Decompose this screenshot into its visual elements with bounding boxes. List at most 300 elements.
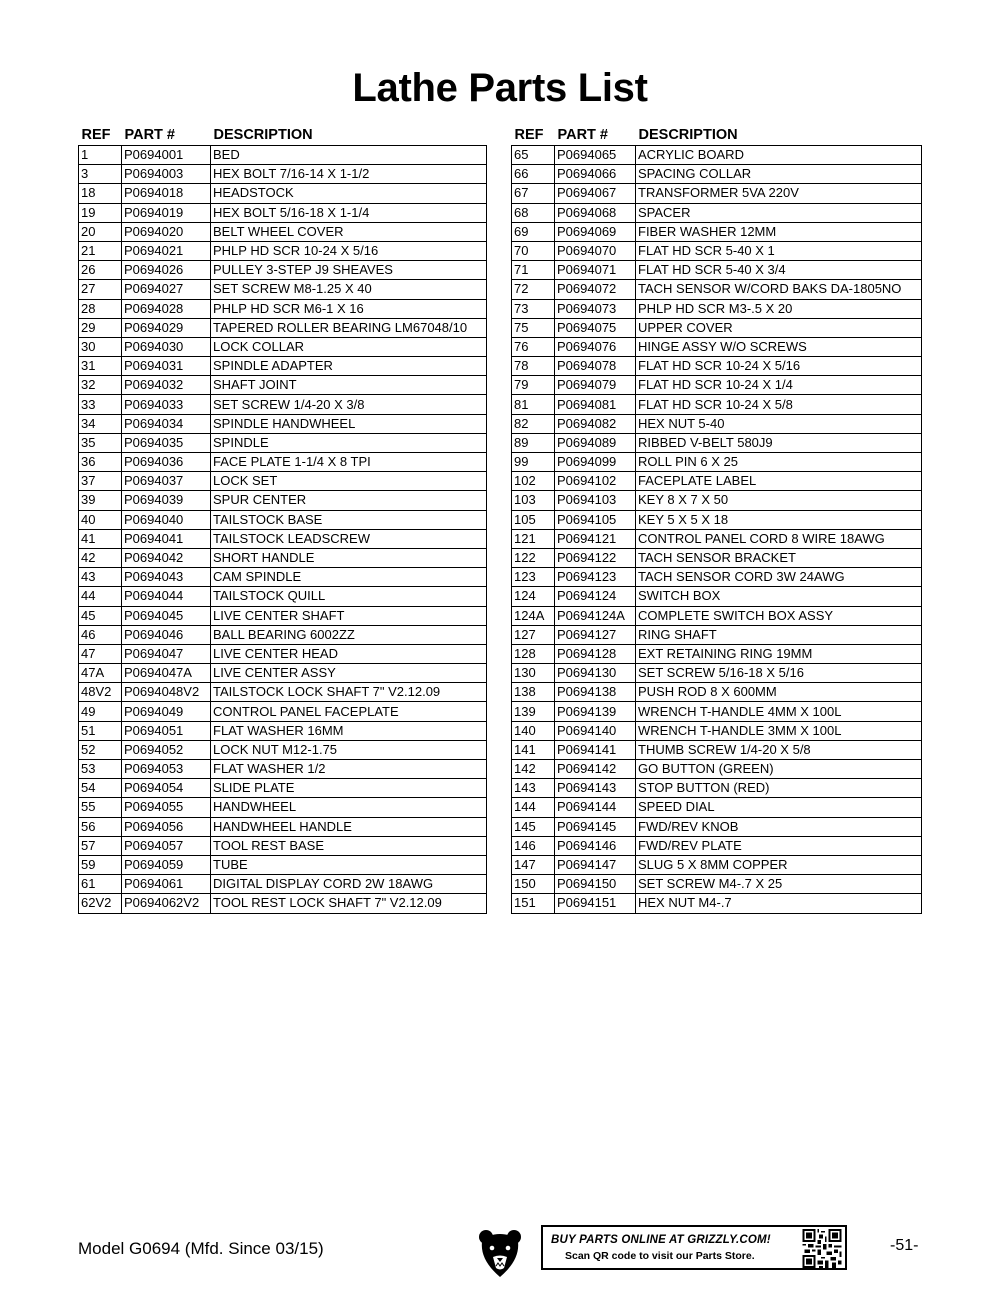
part-number-cell: P0694059 [122,855,211,874]
part-number-cell: P0694020 [122,222,211,241]
description-cell: TACH SENSOR CORD 3W 24AWG [636,568,922,587]
ref-cell: 68 [512,203,555,222]
description-cell: SHAFT JOINT [211,376,487,395]
part-number-cell: P0694026 [122,261,211,280]
description-cell: SET SCREW 1/4-20 X 3/8 [211,395,487,414]
part-number-cell: P0694076 [555,337,636,356]
ref-cell: 99 [512,453,555,472]
table-row [79,165,487,184]
description-cell: SET SCREW 5/16-18 X 5/16 [636,664,922,683]
table-row [512,760,922,779]
ref-cell: 1 [79,146,122,165]
ref-cell: 144 [512,798,555,817]
ref-cell: 139 [512,702,555,721]
part-number-cell: P0694021 [122,241,211,260]
ref-cell: 54 [79,779,122,798]
table-row [79,357,487,376]
part-header: PART # [124,126,175,143]
table-row [79,491,487,510]
description-cell: HEX NUT 5-40 [636,414,922,433]
description-cell: RIBBED V-BELT 580J9 [636,433,922,452]
table-row [79,836,487,855]
promo-headline: BUY PARTS ONLINE AT GRIZZLY.COM! [551,1234,771,1246]
part-number-cell: P0694138 [555,683,636,702]
table-row [79,740,487,759]
table-row [512,203,922,222]
table-row [79,798,487,817]
description-cell: FLAT HD SCR 5-40 X 1 [636,241,922,260]
table-row [512,625,922,644]
description-cell: TAILSTOCK LEADSCREW [211,529,487,548]
ref-cell: 48V2 [79,683,122,702]
table-row [79,433,487,452]
table-row [79,184,487,203]
ref-cell: 52 [79,740,122,759]
part-number-cell: P0694140 [555,721,636,740]
description-cell: TAPERED ROLLER BEARING LM67048/10 [211,318,487,337]
table-row [79,529,487,548]
table-row [79,587,487,606]
description-cell: SLIDE PLATE [211,779,487,798]
ref-cell: 62V2 [79,894,122,913]
table-row [512,721,922,740]
table-row [512,644,922,663]
ref-cell: 75 [512,318,555,337]
description-cell: PUSH ROD 8 X 600MM [636,683,922,702]
table-row [79,395,487,414]
description-header: DESCRIPTION [213,126,313,143]
table-row [512,261,922,280]
ref-cell: 45 [79,606,122,625]
table-row [79,817,487,836]
table-row [79,241,487,260]
part-number-cell: P0694030 [122,337,211,356]
description-cell: SHORT HANDLE [211,548,487,567]
ref-cell: 124A [512,606,555,625]
table-row [512,683,922,702]
parts-store-promo[interactable] [541,1225,847,1270]
table-row [512,836,922,855]
table-row [79,299,487,318]
part-number-cell: P0694028 [122,299,211,318]
ref-cell: 47A [79,664,122,683]
description-cell: WRENCH T-HANDLE 3MM X 100L [636,721,922,740]
ref-cell: 147 [512,855,555,874]
ref-cell: 140 [512,721,555,740]
part-number-cell: P0694123 [555,568,636,587]
table-row [79,376,487,395]
table-row [512,798,922,817]
description-cell: HEX NUT M4-.7 [636,894,922,913]
ref-cell: 20 [79,222,122,241]
description-cell: LIVE CENTER ASSY [211,664,487,683]
part-number-cell: P0694124A [555,606,636,625]
ref-cell: 70 [512,241,555,260]
part-number-cell: P0694057 [122,836,211,855]
table-row [512,146,922,165]
description-cell: TAILSTOCK QUILL [211,587,487,606]
page-number: -51- [890,1237,919,1254]
description-cell: FWD/REV PLATE [636,836,922,855]
table-row [79,875,487,894]
part-number-cell: P0694067 [555,184,636,203]
description-cell: SET SCREW M8-1.25 X 40 [211,280,487,299]
part-number-cell: P0694099 [555,453,636,472]
ref-cell: 30 [79,337,122,356]
table-row [512,491,922,510]
description-cell: FIBER WASHER 12MM [636,222,922,241]
part-number-cell: P0694130 [555,664,636,683]
ref-cell: 28 [79,299,122,318]
description-cell: STOP BUTTON (RED) [636,779,922,798]
table-row [512,664,922,683]
description-cell: FLAT HD SCR 5-40 X 3/4 [636,261,922,280]
part-number-cell: P0694040 [122,510,211,529]
ref-cell: 142 [512,760,555,779]
part-number-cell: P0694066 [555,165,636,184]
part-number-cell: P0694122 [555,548,636,567]
table-row [512,587,922,606]
table-row [79,683,487,702]
table-row [79,568,487,587]
ref-cell: 53 [79,760,122,779]
description-cell: SPINDLE ADAPTER [211,357,487,376]
description-cell: EXT RETAINING RING 19MM [636,644,922,663]
ref-cell: 37 [79,472,122,491]
ref-cell: 65 [512,146,555,165]
description-cell: SPINDLE HANDWHEEL [211,414,487,433]
table-row [512,357,922,376]
description-cell: SPACER [636,203,922,222]
ref-cell: 35 [79,433,122,452]
part-number-cell: P0694035 [122,433,211,452]
part-number-cell: P0694042 [122,548,211,567]
description-cell: TOOL REST LOCK SHAFT 7" V2.12.09 [211,894,487,913]
part-number-cell: P0694032 [122,376,211,395]
part-number-cell: P0694146 [555,836,636,855]
ref-cell: 56 [79,817,122,836]
description-cell: SPACING COLLAR [636,165,922,184]
description-cell: TACH SENSOR BRACKET [636,548,922,567]
table-row [79,702,487,721]
ref-cell: 105 [512,510,555,529]
part-number-cell: P0694062V2 [122,894,211,913]
part-number-cell: P0694027 [122,280,211,299]
ref-cell: 73 [512,299,555,318]
ref-cell: 26 [79,261,122,280]
description-cell: LOCK COLLAR [211,337,487,356]
part-number-cell: P0694061 [122,875,211,894]
table-row [79,261,487,280]
ref-cell: 89 [512,433,555,452]
table-row [512,606,922,625]
table-row [512,241,922,260]
table-row [512,472,922,491]
ref-cell: 29 [79,318,122,337]
part-number-cell: P0694051 [122,721,211,740]
parts-table-right [511,124,922,914]
description-cell: GO BUTTON (GREEN) [636,760,922,779]
part-number-cell: P0694127 [555,625,636,644]
table-row [512,529,922,548]
model-label: Model G0694 (Mfd. Since 03/15) [78,1239,324,1258]
table-row [79,625,487,644]
part-number-cell: P0694065 [555,146,636,165]
description-cell: ACRYLIC BOARD [636,146,922,165]
part-number-cell: P0694068 [555,203,636,222]
description-cell: HEX BOLT 5/16-18 X 1-1/4 [211,203,487,222]
table-row [79,894,487,913]
ref-cell: 42 [79,548,122,567]
ref-cell: 123 [512,568,555,587]
ref-cell: 103 [512,491,555,510]
ref-cell: 43 [79,568,122,587]
table-row [512,894,922,913]
ref-header: REF [81,126,111,143]
part-number-cell: P0694142 [555,760,636,779]
description-cell: COMPLETE SWITCH BOX ASSY [636,606,922,625]
description-cell: RING SHAFT [636,625,922,644]
part-number-cell: P0694044 [122,587,211,606]
table-row [79,760,487,779]
part-number-cell: P0694103 [555,491,636,510]
description-cell: LOCK SET [211,472,487,491]
description-cell: CAM SPINDLE [211,568,487,587]
description-cell: TAILSTOCK BASE [211,510,487,529]
ref-cell: 146 [512,836,555,855]
description-cell: TACH SENSOR W/CORD BAKS DA-1805NO [636,280,922,299]
part-number-cell: P0694048V2 [122,683,211,702]
table-row [79,510,487,529]
part-number-cell: P0694102 [555,472,636,491]
description-cell: PHLP HD SCR M6-1 X 16 [211,299,487,318]
description-cell: THUMB SCREW 1/4-20 X 5/8 [636,740,922,759]
part-number-cell: P0694037 [122,472,211,491]
part-number-cell: P0694078 [555,357,636,376]
ref-cell: 51 [79,721,122,740]
description-cell: SLUG 5 X 8MM COPPER [636,855,922,874]
table-row [512,510,922,529]
description-cell: PULLEY 3-STEP J9 SHEAVES [211,261,487,280]
table-row [512,875,922,894]
ref-cell: 33 [79,395,122,414]
table-row [79,472,487,491]
table-row [79,414,487,433]
description-cell: FLAT WASHER 1/2 [211,760,487,779]
description-cell: CONTROL PANEL CORD 8 WIRE 18AWG [636,529,922,548]
part-number-cell: P0694079 [555,376,636,395]
qr-code-icon[interactable] [801,1229,843,1268]
table-header-row [512,124,922,146]
ref-header: REF [514,126,544,143]
part-number-cell: P0694072 [555,280,636,299]
description-cell: BED [211,146,487,165]
part-number-cell: P0694001 [122,146,211,165]
table-row [79,280,487,299]
ref-cell: 138 [512,683,555,702]
ref-cell: 41 [79,529,122,548]
part-number-cell: P0694047 [122,644,211,663]
table-row [79,855,487,874]
part-number-cell: P0694043 [122,568,211,587]
part-number-cell: P0694121 [555,529,636,548]
part-header: PART # [557,126,608,143]
description-cell: HINGE ASSY W/O SCREWS [636,337,922,356]
ref-cell: 81 [512,395,555,414]
part-number-cell: P0694046 [122,625,211,644]
ref-cell: 44 [79,587,122,606]
description-cell: SPEED DIAL [636,798,922,817]
description-cell: FACE PLATE 1-1/4 X 8 TPI [211,453,487,472]
part-number-cell: P0694144 [555,798,636,817]
ref-cell: 69 [512,222,555,241]
table-row [512,395,922,414]
ref-cell: 121 [512,529,555,548]
ref-cell: 72 [512,280,555,299]
description-cell: PHLP HD SCR M3-.5 X 20 [636,299,922,318]
table-row [512,280,922,299]
table-row [512,165,922,184]
part-number-cell: P0694029 [122,318,211,337]
part-number-cell: P0694069 [555,222,636,241]
description-cell: FLAT HD SCR 10-24 X 5/16 [636,357,922,376]
part-number-cell: P0694141 [555,740,636,759]
ref-cell: 34 [79,414,122,433]
part-number-cell: P0694034 [122,414,211,433]
promo-subtext: Scan QR code to visit our Parts Store. [565,1250,755,1262]
parts-table-left-body [79,146,487,914]
part-number-cell: P0694019 [122,203,211,222]
table-row [79,318,487,337]
table-row [79,222,487,241]
description-cell: SWITCH BOX [636,587,922,606]
description-cell: KEY 8 X 7 X 50 [636,491,922,510]
description-cell: FLAT WASHER 16MM [211,721,487,740]
ref-cell: 21 [79,241,122,260]
table-row [512,318,922,337]
ref-cell: 79 [512,376,555,395]
part-number-cell: P0694039 [122,491,211,510]
part-number-cell: P0694124 [555,587,636,606]
part-number-cell: P0694143 [555,779,636,798]
ref-cell: 18 [79,184,122,203]
part-number-cell: P0694147 [555,855,636,874]
table-row [512,779,922,798]
description-cell: LIVE CENTER HEAD [211,644,487,663]
ref-cell: 127 [512,625,555,644]
table-row [512,222,922,241]
table-row [512,376,922,395]
part-number-cell: P0694045 [122,606,211,625]
ref-cell: 49 [79,702,122,721]
description-cell: PHLP HD SCR 10-24 X 5/16 [211,241,487,260]
part-number-cell: P0694036 [122,453,211,472]
description-cell: DIGITAL DISPLAY CORD 2W 18AWG [211,875,487,894]
ref-cell: 141 [512,740,555,759]
table-row [79,203,487,222]
table-row [79,664,487,683]
table-row [512,548,922,567]
part-number-cell: P0694052 [122,740,211,759]
description-cell: BELT WHEEL COVER [211,222,487,241]
description-cell: LOCK NUT M12-1.75 [211,740,487,759]
table-row [79,453,487,472]
table-row [512,337,922,356]
ref-cell: 32 [79,376,122,395]
ref-cell: 61 [79,875,122,894]
description-cell: SET SCREW M4-.7 X 25 [636,875,922,894]
ref-cell: 3 [79,165,122,184]
description-cell: TUBE [211,855,487,874]
table-row [512,184,922,203]
ref-cell: 143 [512,779,555,798]
ref-cell: 19 [79,203,122,222]
description-cell: FACEPLATE LABEL [636,472,922,491]
part-number-cell: P0694075 [555,318,636,337]
page-title: Lathe Parts List [352,66,648,110]
table-row [512,855,922,874]
description-cell: CONTROL PANEL FACEPLATE [211,702,487,721]
part-number-cell: P0694150 [555,875,636,894]
part-number-cell: P0694151 [555,894,636,913]
part-number-cell: P0694055 [122,798,211,817]
description-header: DESCRIPTION [638,126,738,143]
ref-cell: 128 [512,644,555,663]
ref-cell: 31 [79,357,122,376]
description-cell: FLAT HD SCR 10-24 X 1/4 [636,376,922,395]
part-number-cell: P0694081 [555,395,636,414]
ref-cell: 122 [512,548,555,567]
ref-cell: 66 [512,165,555,184]
part-number-cell: P0694033 [122,395,211,414]
table-row [79,146,487,165]
description-cell: UPPER COVER [636,318,922,337]
part-number-cell: P0694049 [122,702,211,721]
ref-cell: 46 [79,625,122,644]
table-row [512,740,922,759]
part-number-cell: P0694003 [122,165,211,184]
part-number-cell: P0694139 [555,702,636,721]
table-row [79,644,487,663]
ref-cell: 57 [79,836,122,855]
part-number-cell: P0694071 [555,261,636,280]
ref-cell: 39 [79,491,122,510]
description-cell: FLAT HD SCR 10-24 X 5/8 [636,395,922,414]
ref-cell: 59 [79,855,122,874]
part-number-cell: P0694047A [122,664,211,683]
part-number-cell: P0694105 [555,510,636,529]
part-number-cell: P0694128 [555,644,636,663]
parts-table-right-body [512,146,922,914]
description-cell: HANDWHEEL [211,798,487,817]
table-row [512,433,922,452]
description-cell: SPINDLE [211,433,487,452]
part-number-cell: P0694018 [122,184,211,203]
description-cell: TRANSFORMER 5VA 220V [636,184,922,203]
table-row [79,779,487,798]
part-number-cell: P0694089 [555,433,636,452]
ref-cell: 130 [512,664,555,683]
ref-cell: 40 [79,510,122,529]
table-row [79,721,487,740]
ref-cell: 150 [512,875,555,894]
ref-cell: 47 [79,644,122,663]
table-row [512,414,922,433]
description-cell: KEY 5 X 5 X 18 [636,510,922,529]
table-row [512,453,922,472]
ref-cell: 78 [512,357,555,376]
description-cell: LIVE CENTER SHAFT [211,606,487,625]
